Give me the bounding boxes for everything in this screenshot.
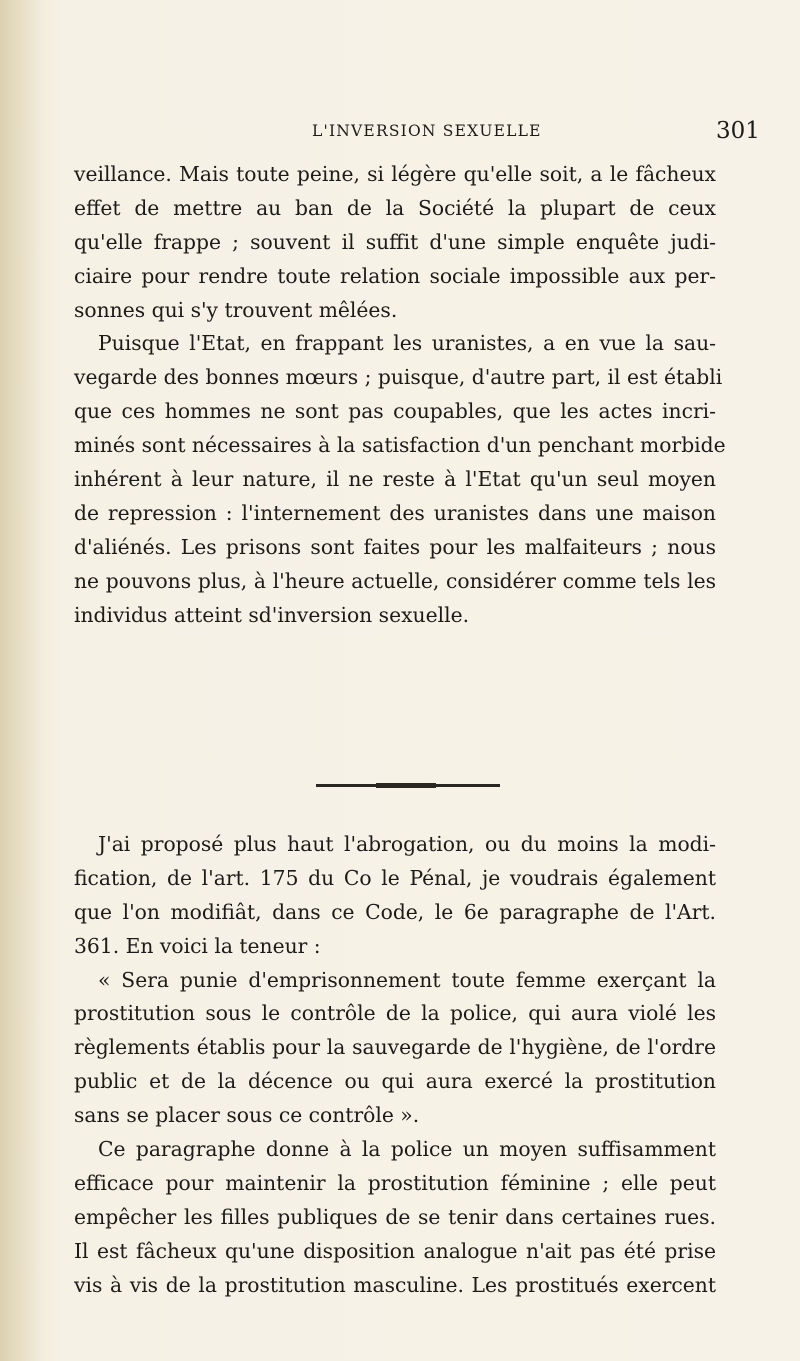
text-line: sans se placer sous ce contrôle ».	[74, 1103, 420, 1128]
text-line: vis à vis de la prostitution masculine. Les prostitués exercent	[74, 1272, 716, 1297]
page-gutter-shadow	[0, 0, 42, 1361]
text-line: d'aliénés. Les prisons sont faites pour les malfaiteurs ; nous	[74, 534, 716, 559]
text-line: qu'elle frappe ; souvent il suffit d'une simple enquête judi-	[74, 229, 716, 254]
section-separator-rule	[316, 784, 500, 787]
text-line: J'ai proposé plus haut l'abrogation, ou du moins la modi-	[98, 832, 716, 856]
text-line: fication, de l'art. 175 du Co le Pénal, je voudrais également	[74, 865, 716, 890]
text-line: Il est fâcheux qu'une disposition analogue n'ait pas été prise	[74, 1238, 716, 1263]
text-line: prostitution sous le contrôle de la police, qui aura violé les	[74, 1001, 716, 1026]
text-line: efficace pour maintenir la prostitution féminine ; elle peut	[74, 1170, 716, 1195]
text-block-upper	[74, 158, 726, 632]
text-line: effet de mettre au ban de la Société la plupart de ceux	[74, 195, 716, 220]
text-line: Puisque l'Etat, en frappant les uranistes, a en vue la sau-	[98, 331, 716, 356]
text-line: règlements établis pour la sauvegarde de l'hygiène, de l'ordre	[74, 1035, 716, 1060]
text-line: « Sera punie d'emprisonnement toute femme exerçant la	[98, 967, 716, 992]
text-line: minés sont nécessaires à la satisfaction d'un penchant morbide	[74, 433, 726, 458]
page-number: 301	[716, 118, 760, 144]
text-line: veillance. Mais toute peine, si légère qu'elle soit, a le fâcheux	[74, 162, 716, 186]
text-line: empêcher les filles publiques de se tenir dans certaines rues.	[74, 1204, 716, 1229]
running-title: L'INVERSION SEXUELLE	[312, 122, 542, 140]
running-header	[0, 118, 800, 148]
text-line: 361. En voici la teneur :	[74, 933, 321, 958]
text-line: individus atteint sd'inversion sexuelle.	[74, 602, 470, 627]
text-line: que ces hommes ne sont pas coupables, que les actes incri-	[74, 399, 716, 424]
text-line: ne pouvons plus, à l'heure actuelle, considérer comme tels les	[74, 568, 716, 593]
text-line: sonnes qui s'y trouvent mêlées.	[74, 297, 398, 322]
text-line: inhérent à leur nature, il ne reste à l'Etat qu'un seul moyen	[74, 467, 716, 492]
text-line: public et de la décence ou qui aura exercé la prostitution	[74, 1069, 716, 1094]
text-line: Ce paragraphe donne à la police un moyen suffisamment	[98, 1137, 716, 1162]
text-line: vegarde des bonnes mœurs ; puisque, d'autre part, il est établi	[74, 365, 723, 390]
text-block-lower	[74, 828, 716, 1302]
text-line: que l'on modifiât, dans ce Code, le 6e paragraphe de l'Art.	[74, 899, 716, 924]
text-line: de repression : l'internement des uranistes dans une maison	[74, 500, 716, 525]
text-line: ciaire pour rendre toute relation sociale impossible aux per-	[74, 263, 716, 288]
